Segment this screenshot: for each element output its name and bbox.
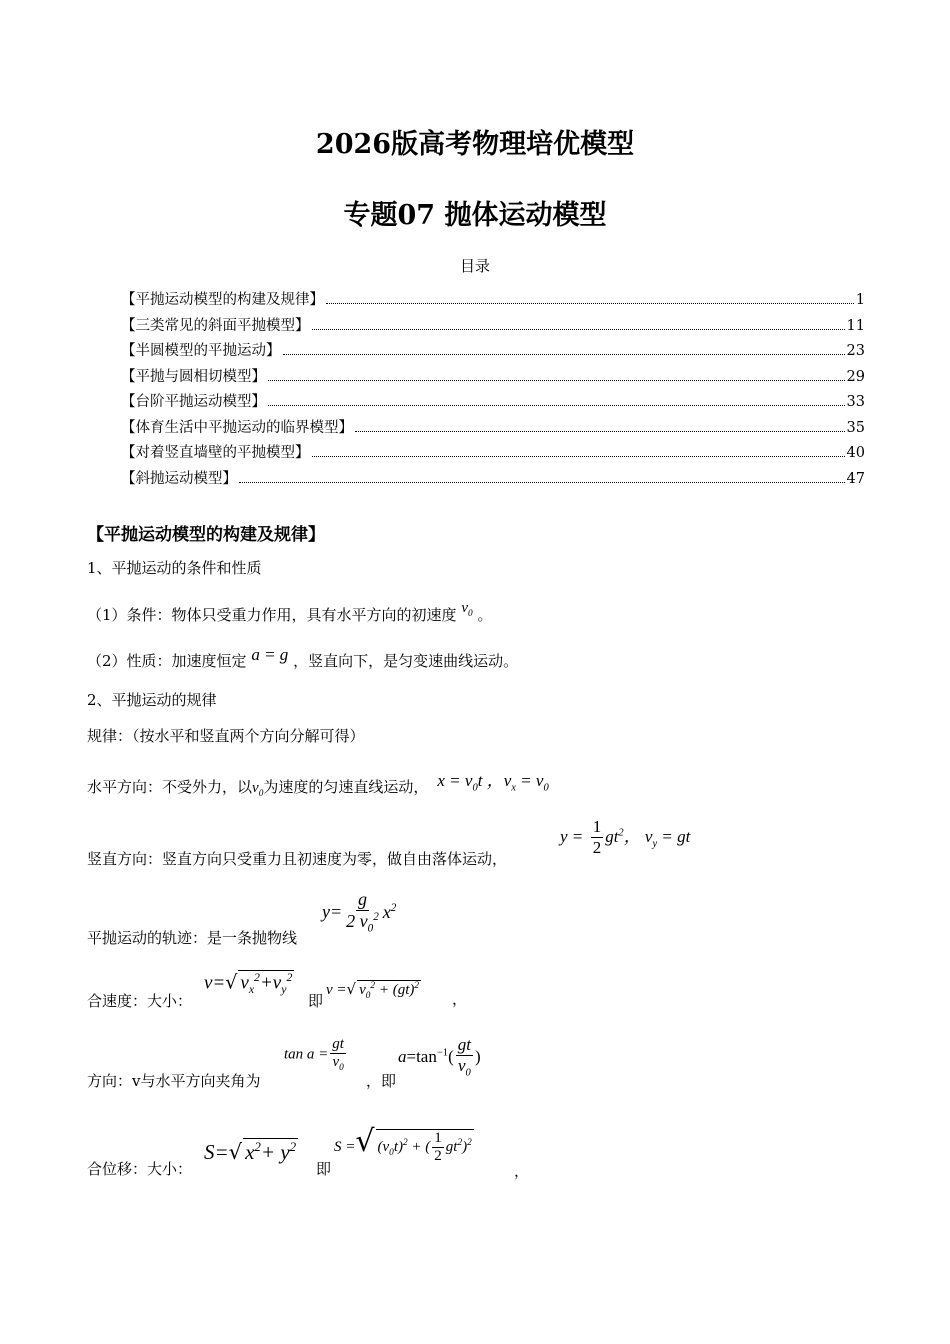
paragraph-velocity-end: ， xyxy=(452,990,468,1008)
paragraph-velocity-ji: 即 xyxy=(308,992,324,1010)
paragraph-conditions-title: 1、平抛运动的条件和性质 xyxy=(87,559,262,577)
paragraph-condition-text: （1）条件：物体只受重力作用，具有水平方向的初速度 xyxy=(87,606,457,624)
toc-leader-dots xyxy=(268,404,845,406)
toc-item-label: 【台阶平抛运动模型】 xyxy=(121,394,266,410)
formula-tan-alpha: tan a = $\frac{gt}{v_0}$ xyxy=(284,1036,344,1073)
toc-item-page: 35 xyxy=(846,419,865,436)
paragraph-trajectory xyxy=(87,927,297,948)
paragraph-laws-intro: 规律：（按水平和竖直两个方向分解可得） xyxy=(87,727,365,745)
paragraph-nature xyxy=(87,645,519,671)
paragraph-displacement-end: ， xyxy=(514,1162,530,1180)
toc-item[interactable] xyxy=(121,467,865,493)
formula-velocity-expanded: v =√ $v_0^2 + (gt)^2$ xyxy=(326,980,420,1001)
toc-item[interactable] xyxy=(121,416,865,442)
toc-item-page: 47 xyxy=(846,470,865,487)
formula-horizontal-motion: $x = v_0t$ ，$v_x = v_0$ xyxy=(433,771,549,794)
formula-trajectory: y= $\frac{g}{2 v_0^2}$ $x^2$ xyxy=(322,889,397,935)
formula-v0: $v_0$ xyxy=(461,600,473,619)
toc-item[interactable] xyxy=(121,441,865,467)
paragraph-direction-ji: ，即 xyxy=(366,1072,397,1090)
paragraph-direction-text: 方向：v与水平方向夹角为 xyxy=(87,1072,261,1090)
toc-leader-dots xyxy=(283,353,845,355)
formula-displacement-expanded: S =√ $(v_0t)^2$ + ( $\frac{1}{2}$ $gt^2)^2$ xyxy=(334,1124,472,1164)
toc-item[interactable] xyxy=(121,339,865,365)
toc-leader-dots xyxy=(268,379,845,381)
paragraph-velocity xyxy=(87,990,192,1011)
paragraph-nature-end: ，竖直向下，是匀变速曲线运动。 xyxy=(293,652,519,670)
toc-item-page: 23 xyxy=(846,343,865,359)
paragraph-nature-text: （2）性质：加速度恒定 xyxy=(87,652,247,670)
formula-a-equals-g: a = g xyxy=(251,645,289,664)
paragraph-condition xyxy=(87,600,493,627)
toc-item-page: 29 xyxy=(846,368,865,385)
toc-item-page: 1 xyxy=(855,292,865,308)
paragraph-horizontal xyxy=(87,772,549,799)
toc-item[interactable] xyxy=(121,390,865,416)
formula-vertical-motion: y = $\frac{1}{2}$ $gt^2$， $v_y$ = gt xyxy=(560,817,691,857)
toc-leader-dots xyxy=(312,455,845,457)
toc-item-label: 【半圆模型的平抛运动】 xyxy=(121,343,281,359)
table-of-contents xyxy=(121,288,865,492)
paragraph-displacement-text: 合位移：大小： xyxy=(87,1160,193,1178)
paragraph-laws-title: 2、平抛运动的规律 xyxy=(87,691,217,709)
document-title: 2026版高考物理培优模型 xyxy=(315,129,635,160)
paragraph-vertical-text: 竖直方向：竖直方向只受重力且初速度为零，做自由落体运动， xyxy=(87,850,508,868)
paragraph-velocity-text: 合速度：大小： xyxy=(87,992,193,1010)
toc-item-label: 【斜抛运动模型】 xyxy=(121,470,237,487)
toc-leader-dots xyxy=(312,328,845,330)
paragraph-displacement xyxy=(87,1158,192,1179)
paragraph-displacement-ji: 即 xyxy=(316,1160,332,1178)
toc-item[interactable] xyxy=(121,288,865,314)
formula-v0-inline: $v_0$ xyxy=(252,780,264,799)
paragraph-trajectory-text: 平抛运动的轨迹：是一条抛物线 xyxy=(87,929,298,947)
toc-leader-dots xyxy=(355,430,845,432)
section-heading: 【平抛运动模型的构建及规律】 xyxy=(87,525,325,545)
toc-item-label: 【平抛与圆相切模型】 xyxy=(121,368,266,385)
toc-heading: 目录 xyxy=(459,257,490,275)
paragraph-horizontal-mid: 为速度的匀速直线运动， xyxy=(263,778,429,796)
formula-displacement-magnitude: S=√ $x^2+ y^2$ xyxy=(204,1139,297,1164)
toc-item-label: 【三类常见的斜面平抛模型】 xyxy=(121,317,310,334)
toc-item-label: 【对着竖直墙壁的平抛模型】 xyxy=(121,445,310,461)
toc-item-page: 40 xyxy=(846,445,865,461)
toc-leader-dots xyxy=(239,481,845,483)
toc-item[interactable] xyxy=(121,365,865,391)
toc-item-label: 【体育生活中平抛运动的临界模型】 xyxy=(121,419,353,436)
formula-alpha-arctan: $a=\tan^{-1}$( $\frac{gt}{v_0}$ ) xyxy=(398,1035,481,1079)
toc-item-label: 【平抛运动模型的构建及规律】 xyxy=(121,292,324,308)
paragraph-vertical xyxy=(87,848,507,869)
toc-item-page: 11 xyxy=(846,317,865,334)
document-subtitle: 专题07 抛体运动模型 xyxy=(343,200,607,231)
toc-item-page: 33 xyxy=(846,394,865,410)
toc-leader-dots xyxy=(326,302,854,304)
paragraph-direction xyxy=(87,1070,260,1091)
paragraph-horizontal-text: 水平方向：不受外力，以 xyxy=(87,778,253,796)
formula-velocity-magnitude: v=√ $v_x^2+v_y^2$ xyxy=(204,971,293,997)
paragraph-condition-end: 。 xyxy=(477,606,493,624)
toc-item[interactable] xyxy=(121,314,865,340)
